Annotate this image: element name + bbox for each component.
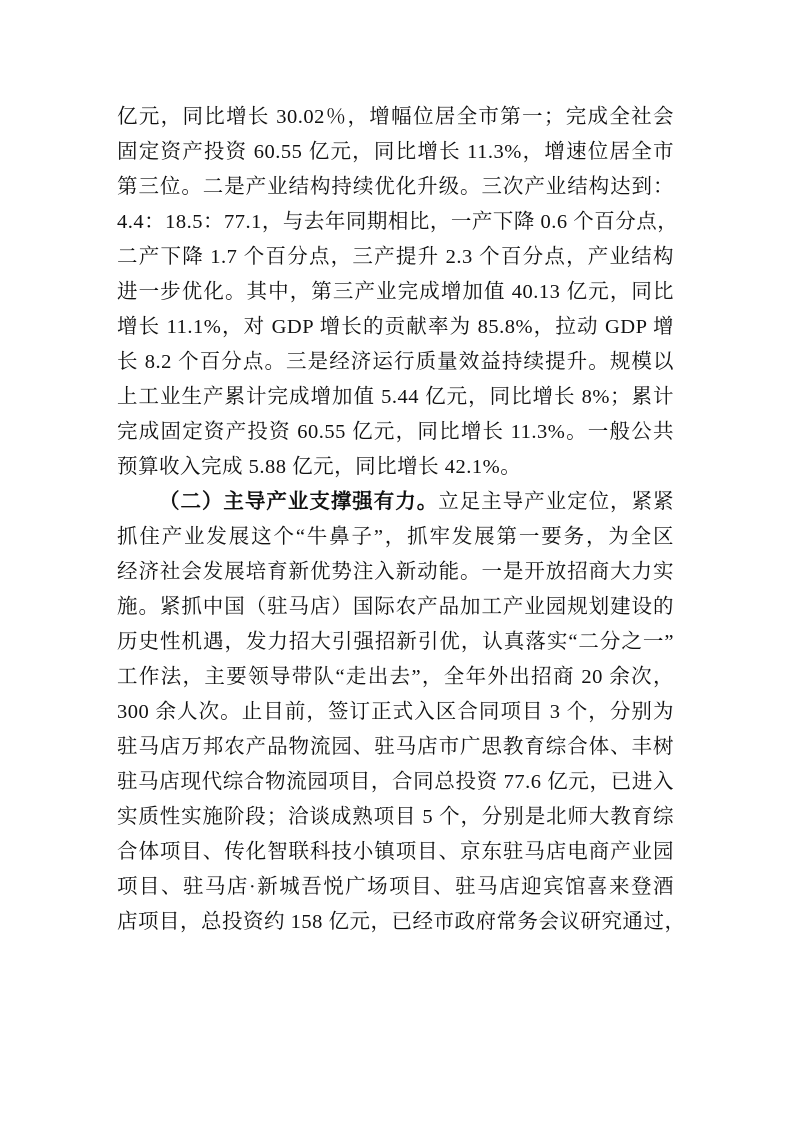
section-heading: （二）主导产业支撑强有力。 xyxy=(159,491,439,513)
text-line: 固定资产投资 60.55 亿元，同比增长 11.3%，增速位居全市 xyxy=(117,141,674,163)
text-line: 完成固定资产投资 60.55 亿元，同比增长 11.3%。一般公共 xyxy=(117,421,674,443)
text-line: 增长 11.1%，对 GDP 增长的贡献率为 85.8%，拉动 GDP 增 xyxy=(117,316,674,338)
text-line: 驻马店万邦农产品物流园、驻马店市广思教育综合体、丰树 xyxy=(117,736,674,758)
text-line: 项目、驻马店·新城吾悦广场项目、驻马店迎宾馆喜来登酒 xyxy=(117,876,674,898)
paragraph-economic-indicators xyxy=(117,100,679,485)
text-line: 4.4：18.5：77.1，与去年同期相比，一产下降 0.6 个百分点， xyxy=(117,211,679,233)
text-line: 店项目，总投资约 158 亿元，已经市政府常务会议研究通过， xyxy=(117,911,686,933)
text-line: 驻马店现代综合物流园项目，合同总投资 77.6 亿元，已进入 xyxy=(117,771,674,793)
paragraph-leading-industry xyxy=(117,485,686,940)
text-line: 第三位。二是产业结构持续优化升级。三次产业结构达到： xyxy=(117,176,674,198)
document-page xyxy=(117,100,686,940)
paragraph-first-line xyxy=(117,485,674,520)
text-line: 实质性实施阶段；洽谈成熟项目 5 个，分别是北师大教育综 xyxy=(117,806,674,828)
text-line: 300 余人次。止目前，签订正式入区合同项目 3 个，分别为 xyxy=(117,701,674,723)
text-line: 亿元，同比增长 30.02％，增幅位居全市第一；完成全社会 xyxy=(117,106,674,128)
text-line: 施。紧抓中国（驻马店）国际农产品加工产业园规划建设的 xyxy=(117,596,674,618)
text-line: 历史性机遇，发力招大引强招新引优，认真落实“二分之一” xyxy=(117,631,674,653)
text-line: 立足主导产业定位，紧紧 xyxy=(438,491,675,513)
text-line: 二产下降 1.7 个百分点，三产提升 2.3 个百分点，产业结构 xyxy=(117,246,674,268)
text-line: 预算收入完成 5.88 亿元，同比增长 42.1%。 xyxy=(117,456,522,478)
text-line: 工作法，主要领导带队“走出去”，全年外出招商 20 余次， xyxy=(117,666,674,688)
text-line: 经济社会发展培育新优势注入新动能。一是开放招商大力实 xyxy=(117,561,674,583)
text-line: 长 8.2 个百分点。三是经济运行质量效益持续提升。规模以 xyxy=(117,351,674,373)
text-line: 进一步优化。其中，第三产业完成增加值 40.13 亿元，同比 xyxy=(117,281,674,303)
text-line: 合体项目、传化智联科技小镇项目、京东驻马店电商产业园 xyxy=(117,841,674,863)
text-line: 抓住产业发展这个“牛鼻子”，抓牢发展第一要务，为全区 xyxy=(117,526,674,548)
text-line: 上工业生产累计完成增加值 5.44 亿元，同比增长 8%；累计 xyxy=(117,386,674,408)
